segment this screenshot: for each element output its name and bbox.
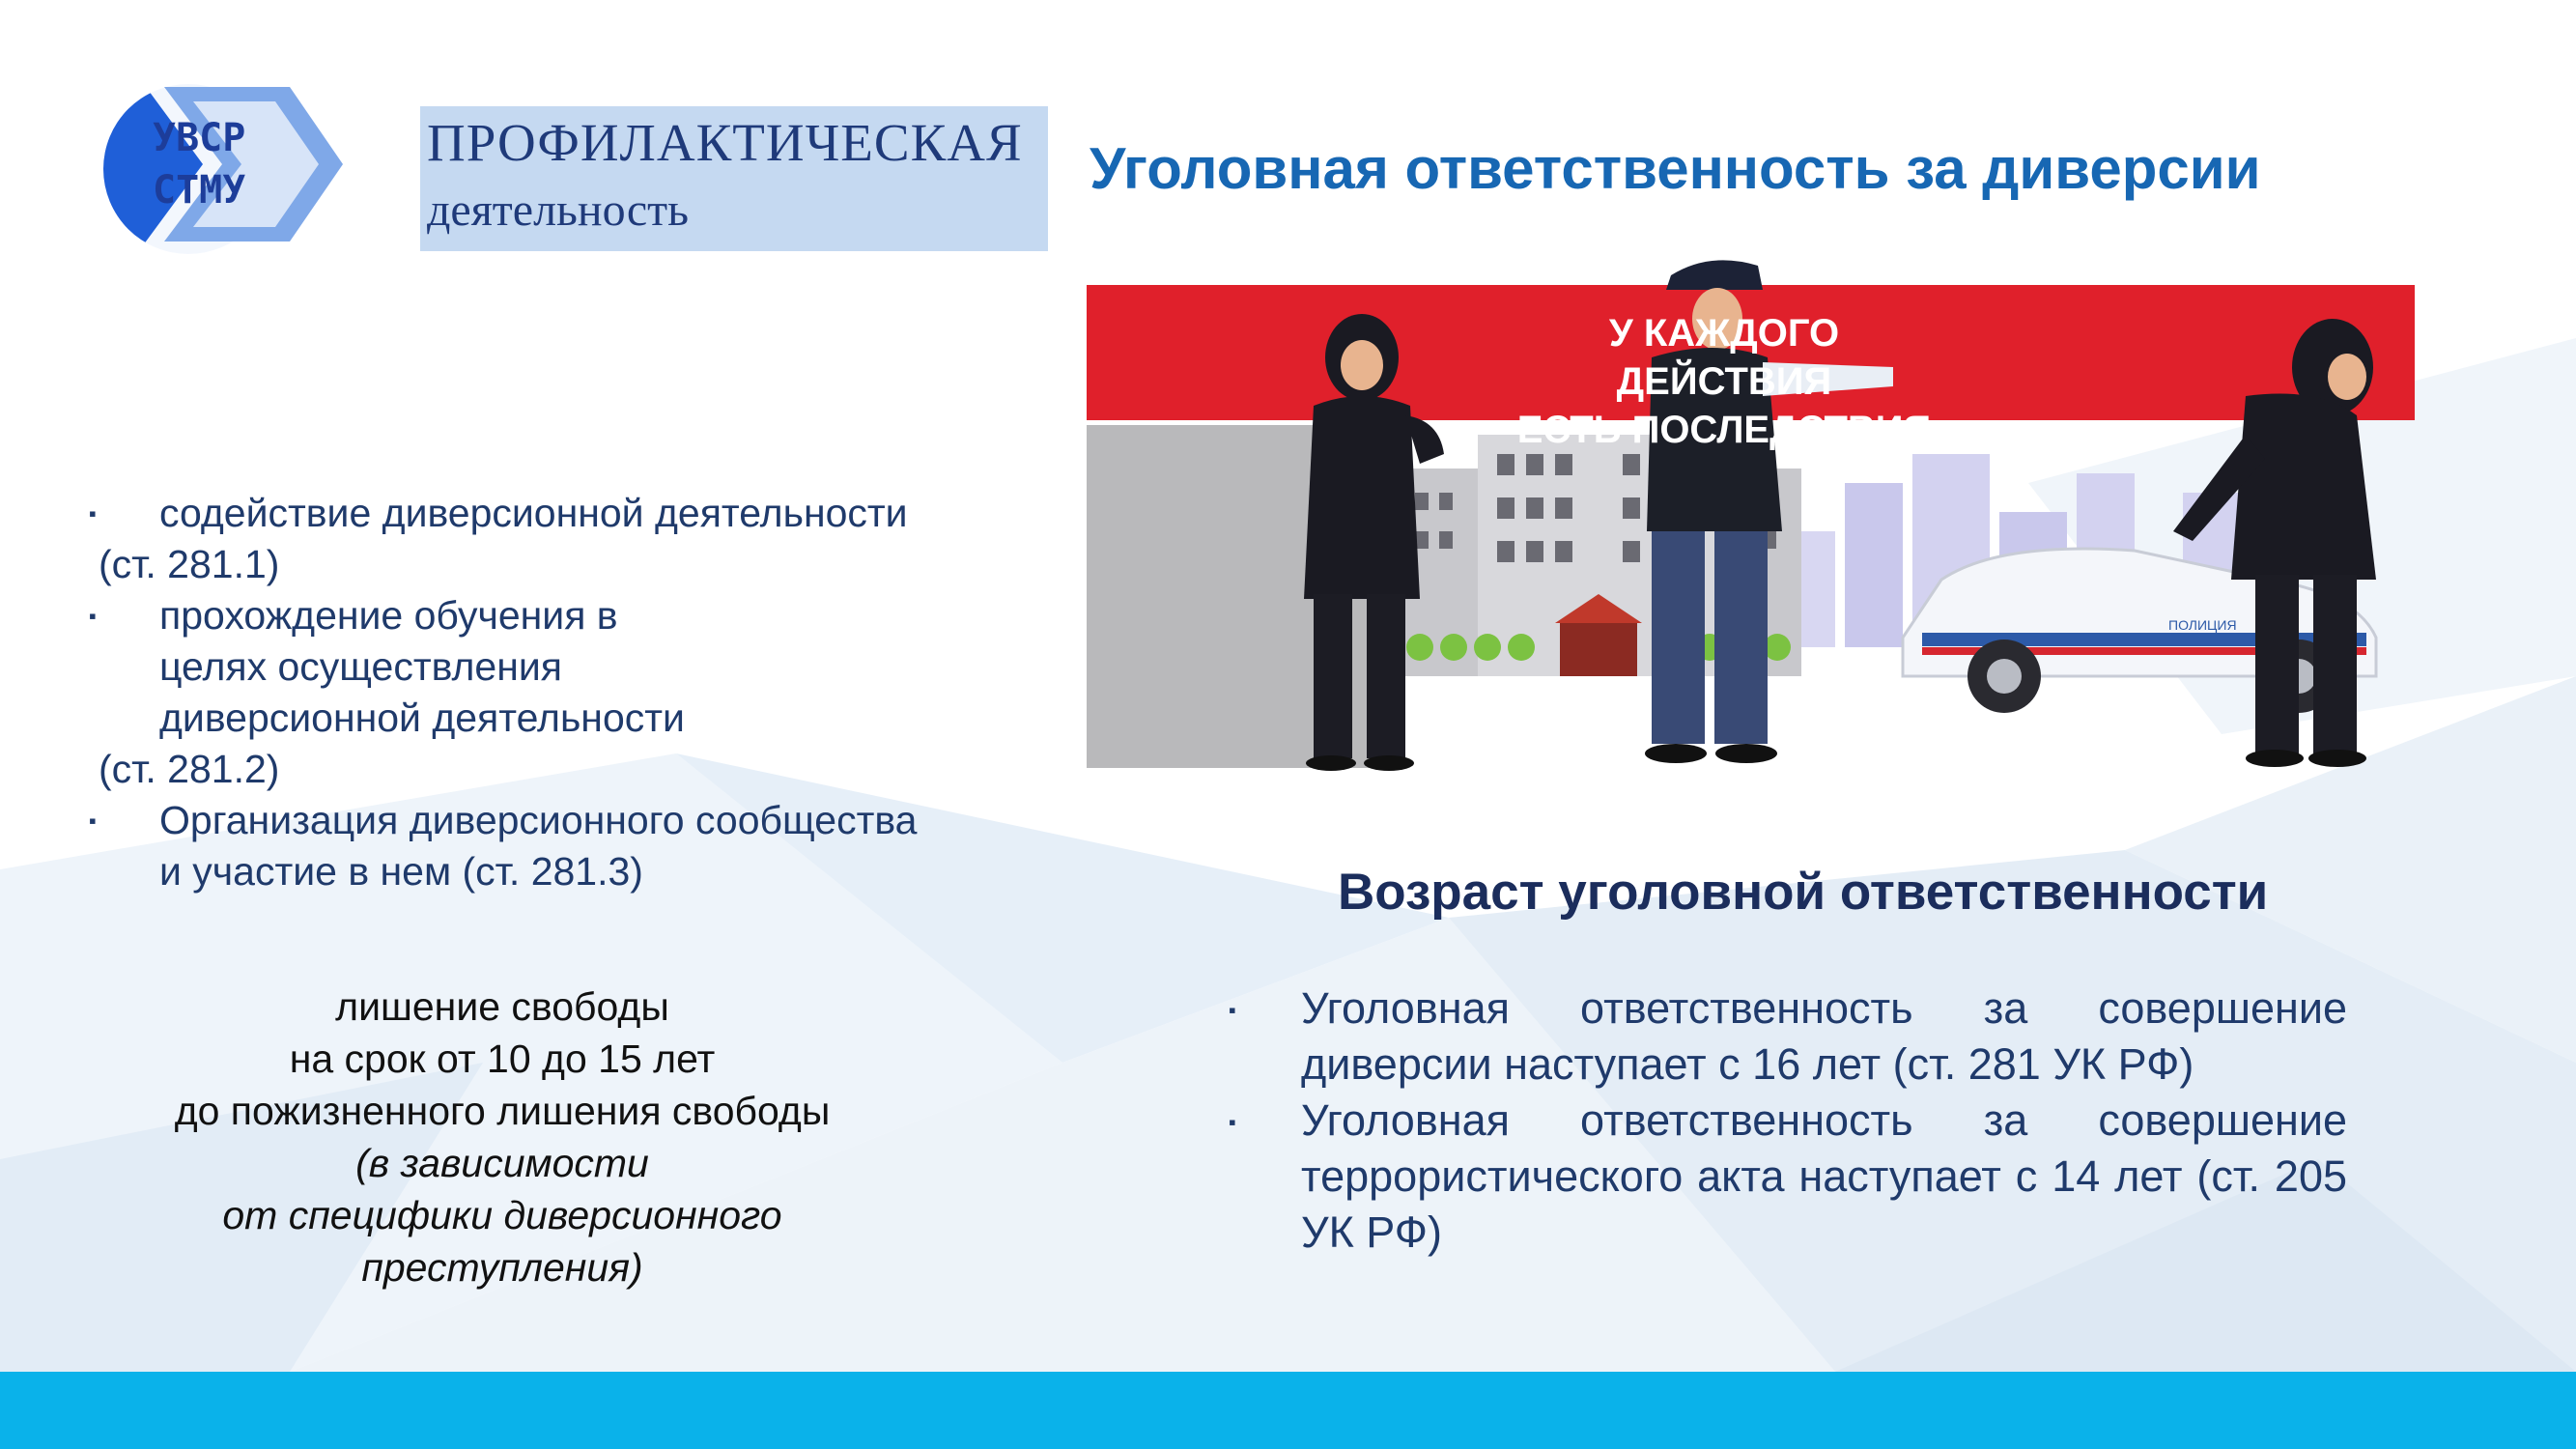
list-item-text: Уголовная ответственность за совершение террористического акта наступает с 14 лет (ст. 205 УК РФ) [1301,1095,2347,1257]
list-item [1227,980,2347,1093]
list-item [87,795,1014,897]
banner-line1: У КАЖДОГО ДЕЙСТВИЯ [1608,312,1840,403]
penalty-note3: преступления) [361,1245,643,1290]
page-title: Уголовная ответственность за диверсии [1090,136,2261,201]
list-item-ref: (ст. 281.2) [99,747,280,791]
illustration [1072,251,2424,802]
logo-title: ПРОФИЛАКТИЧЕСКАЯ [427,113,1023,172]
list-item-text: Организация диверсионного сообщества [159,798,918,842]
penalty-text [106,980,898,1293]
age-list [1227,980,2347,1261]
logo-mark-line1: УВСР [153,116,246,160]
list-item-text: прохождение обучения в [159,593,618,638]
list-item-text: целях осуществления [159,644,562,689]
age-section-title: Возраст уголовной ответственности [1338,864,2269,921]
list-item-text: диверсионной деятельности [159,696,685,740]
logo-mark-line2: СТМУ [153,168,246,213]
list-item-ref: (ст. 281.1) [99,542,280,586]
penalty-note2: от специфики диверсионного [222,1193,782,1237]
penalty-note1: (в зависимости [355,1141,649,1185]
bullet-marker: ▪ [89,809,97,833]
list-item-text: и участие в нем (ст. 281.3) [159,849,643,894]
list-item-text: содействие диверсионной деятельности [159,491,908,535]
footer-bar [0,1372,2576,1449]
offense-list [87,488,1014,897]
banner-line2: ЕСТЬ ПОСЛЕДСТВИЯ [1516,409,1932,451]
bullet-marker: ▪ [1229,998,1236,1022]
logo-subtitle: деятельность [427,185,689,236]
list-item [87,590,1014,744]
penalty-line1: лишение свободы [335,984,669,1029]
car-label: ПОЛИЦИЯ [2168,617,2237,633]
list-item [1227,1093,2347,1261]
logo [97,68,1023,261]
list-item-text: Уголовная ответственность за совершение диверсии наступает с 16 лет (ст. 281 УК РФ) [1301,983,2347,1089]
banner-slogan [1516,309,1932,454]
penalty-line3: до пожизненного лишения свободы [174,1089,831,1133]
bullet-marker: ▪ [1229,1110,1236,1134]
list-item [87,488,1014,539]
bullet-marker: ▪ [89,501,97,526]
logo-mark [97,68,415,261]
penalty-line2: на срок от 10 до 15 лет [289,1037,716,1081]
bullet-marker: ▪ [89,604,97,628]
